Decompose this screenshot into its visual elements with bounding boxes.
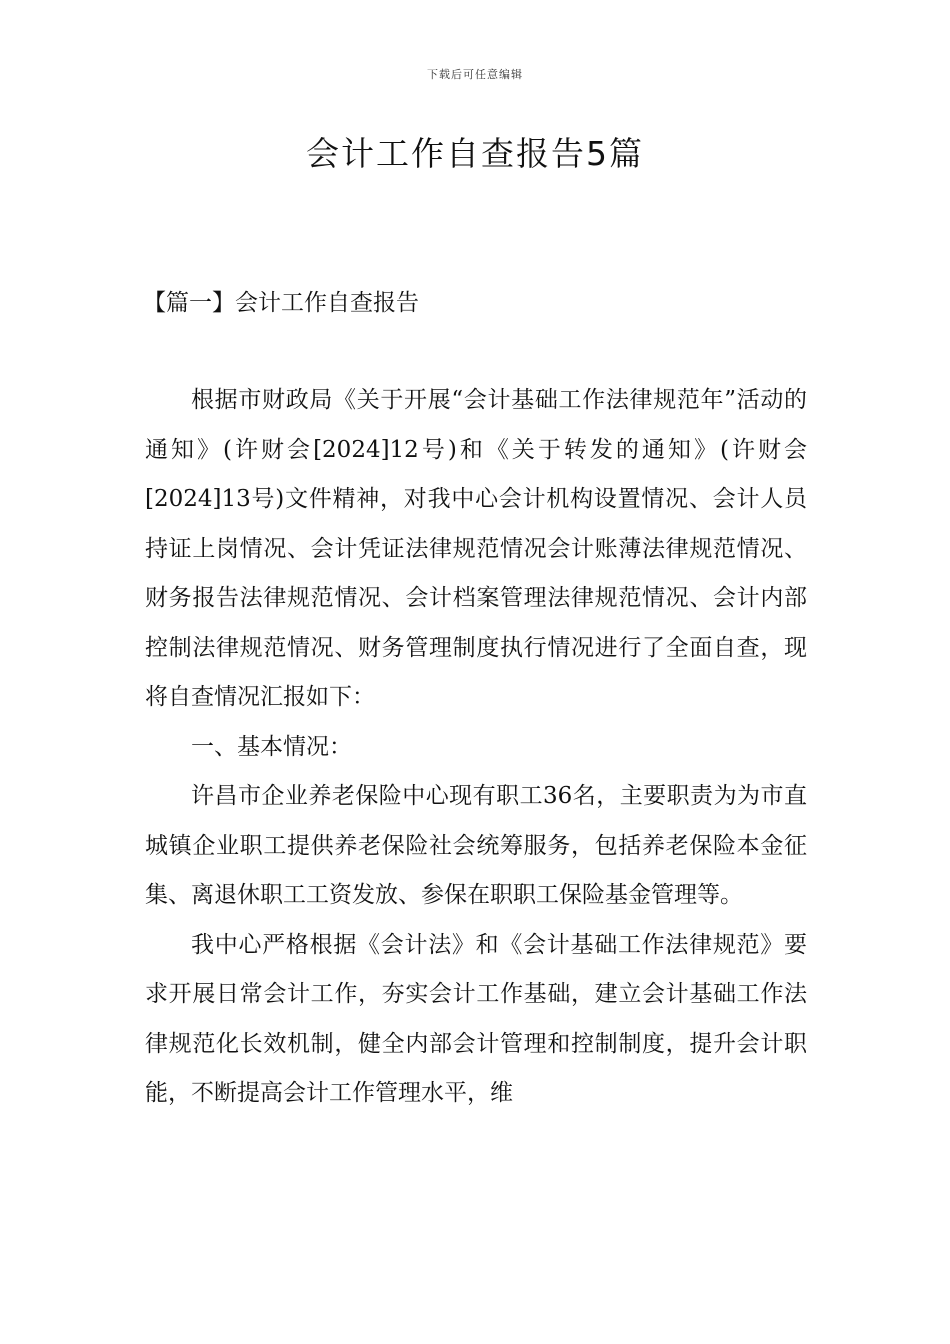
paragraph: 我中心严格根据《会计法》和《会计基础工作法律规范》要求开展日常会计工作，夯实会计工作基础，建立会计基础工作法律规范化长效机制，健全内部会计管理和控制制度，提升会计职能，不断提高会计工作管理水平，维 [145, 931, 807, 1106]
document-body [145, 376, 807, 1119]
header-note: 下载后可任意编辑 [427, 68, 523, 81]
section-heading: 【篇一】会计工作自查报告 [143, 290, 419, 316]
paragraph: 许昌市企业养老保险中心现有职工36名，主要职责为为市直城镇企业职工提供养老保险社会统筹服务，包括养老保险本金征集、离退休职工工资发放、参保在职职工保险基金管理等。 [145, 783, 807, 908]
document-title: 会计工作自查报告5篇 [306, 134, 644, 173]
paragraph: 根据市财政局《关于开展“会计基础工作法律规范年”活动的通知》(许财会[2024]12号)和《关于转发的通知》(许财会[2024]13号)文件精神，对我中心会计机构设置情况、会计人员持证上岗情况、会计凭证法律规范情况会计账薄法律规范情况、财务报告法律规范情况、会计档案管理法律规范情况、会计内部控制法律规范情况、财务管理制度执行情况进行了全面自查，现将自查情况汇报如下： [145, 387, 807, 710]
paragraph: 一、基本情况： [191, 733, 352, 760]
